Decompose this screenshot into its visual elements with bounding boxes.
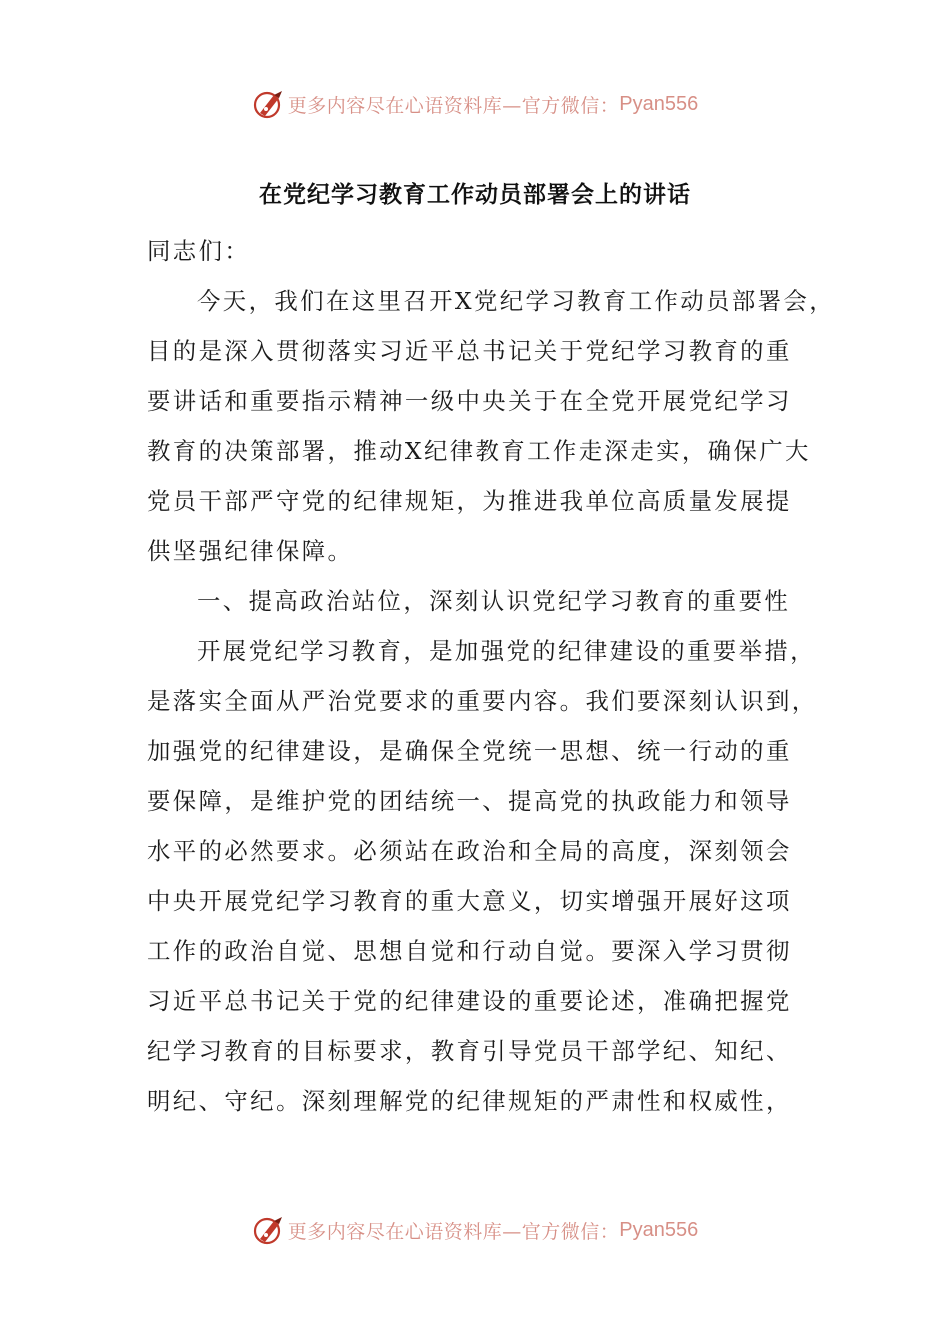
body-line: 今天，我们在这里召开X党纪学习教育工作动员部署会， <box>197 287 836 315</box>
pen-nib-circle-icon <box>252 1213 286 1247</box>
watermark-contact: Pyan556 <box>619 92 699 115</box>
body-line: 水平的必然要求。必须站在政治和全局的高度，深刻领会 <box>147 837 792 865</box>
body-line: 一、提高政治站位，深刻认识党纪学习教育的重要性 <box>197 587 791 615</box>
watermark-text: 更多内容尽在心语资料库—官方微信： <box>287 94 620 117</box>
body-line: 工作的政治自觉、思想自觉和行动自觉。要深入学习贯彻 <box>147 937 792 965</box>
body-line: 是落实全面从严治党要求的重要内容。我们要深刻认识到， <box>147 687 818 715</box>
footer-watermark <box>0 1212 950 1248</box>
body-line: 加强党的纪律建设，是确保全党统一思想、统一行动的重 <box>147 737 792 765</box>
body-line: 开展党纪学习教育，是加强党的纪律建设的重要举措， <box>197 637 816 665</box>
watermark-text: 更多内容尽在心语资料库—官方微信： <box>287 1220 620 1243</box>
body-line: 教育的决策部署，推动X纪律教育工作走深走实，确保广大 <box>147 437 811 465</box>
document-body <box>147 226 847 1126</box>
body-line: 中央开展党纪学习教育的重大意义，切实增强开展好这项 <box>147 887 792 915</box>
header-watermark <box>0 86 950 122</box>
watermark-contact: Pyan556 <box>619 1218 699 1241</box>
body-line: 要保障，是维护党的团结统一、提高党的执政能力和领导 <box>147 787 792 815</box>
pen-nib-circle-icon <box>252 87 286 121</box>
body-line: 习近平总书记关于党的纪律建设的重要论述，准确把握党 <box>147 987 792 1015</box>
body-line: 纪学习教育的目标要求，教育引导党员干部学纪、知纪、 <box>147 1037 792 1065</box>
body-line: 党员干部严守党的纪律规矩，为推进我单位高质量发展提 <box>147 487 792 515</box>
body-line: 目的是深入贯彻落实习近平总书记关于党纪学习教育的重 <box>147 337 792 365</box>
body-line: 要讲话和重要指示精神一级中央关于在全党开展党纪学习 <box>147 387 792 415</box>
document-title: 在党纪学习教育工作动员部署会上的讲话 <box>259 182 691 208</box>
body-line: 同志们： <box>147 237 251 265</box>
body-line: 供坚强纪律保障。 <box>147 537 354 565</box>
body-line: 明纪、守纪。深刻理解党的纪律规矩的严肃性和权威性， <box>147 1087 792 1115</box>
